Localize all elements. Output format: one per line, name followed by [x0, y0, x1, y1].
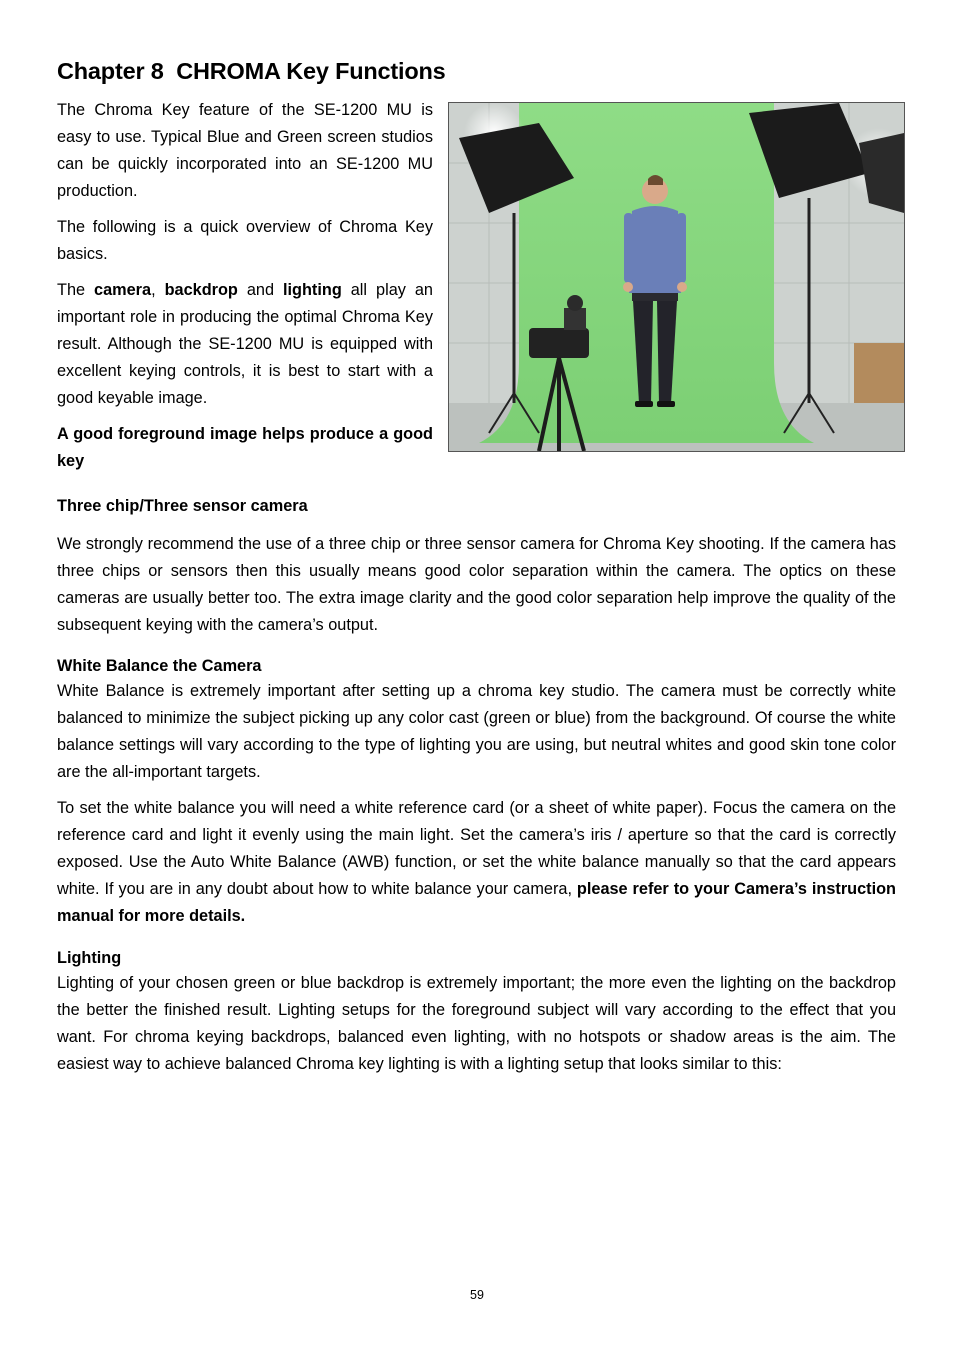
studio-illustration [449, 103, 904, 451]
bold-instruction: please refer to your Camera’s instruction manual for more details. [57, 880, 896, 925]
text-run: The [57, 281, 95, 299]
section-heading-white-balance: White Balance the Camera [57, 657, 262, 675]
bold-backdrop: backdrop [164, 281, 238, 299]
intro-column [57, 97, 433, 484]
text-run: all play an important role in producing the optimal Chroma Key result. Although the SE-1200 MU is equipped with excellent keying controls, it is best to start with a good keyable image. [57, 281, 433, 407]
text-run: , [151, 281, 165, 299]
intro-paragraph-2: The following is a quick overview of Chroma Key basics. [57, 218, 433, 263]
section-heading-camera: Three chip/Three sensor camera [57, 497, 308, 515]
intro-paragraph-3 [57, 277, 433, 412]
intro-paragraph-4: A good foreground image helps produce a good key [57, 425, 433, 470]
page-title: Chapter 8 CHROMA Key Functions [57, 58, 446, 84]
white-balance-paragraph-2 [57, 795, 896, 930]
bold-lighting: lighting [283, 281, 342, 299]
cardboard-boxes [854, 343, 904, 403]
intro-paragraph-1: The Chroma Key feature of the SE-1200 MU is easy to use. Typical Blue and Green screen studios can be quickly incorporated into an SE-1200 MU production. [57, 101, 433, 200]
white-balance-section [57, 655, 896, 930]
text-run: and [237, 281, 283, 299]
lighting-paragraph: Lighting of your chosen green or blue backdrop is extremely important; the more even the lighting on the backdrop the better the finished result. Lighting setups for the foreground subject will vary according to the effect that you want. For chroma keying backdrops, balanced even lighting, with no hotspots or shadow areas is the aim. The easiest way to achieve balanced Chroma key lighting is with a lighting setup that looks similar to this: [57, 974, 896, 1073]
bold-camera: camera [94, 281, 152, 299]
section-heading-lighting: Lighting [57, 949, 122, 967]
page-number: 59 [470, 1288, 484, 1302]
white-balance-paragraph-1: White Balance is extremely important after setting up a chroma key studio. The camera must be correctly white balanced to minimize the subject picking up any color cast (green or blue) from the background. Of course the white balance settings will vary according to the type of lighting you are using, but neutral whites and good skin tone color are the all-important targets. [57, 682, 896, 781]
camera-section [57, 495, 896, 639]
text-run: To set the white balance you will need a white reference card (or a sheet of white paper). Focus the camera on the reference card and light it evenly using the main light. Set the camera’s iris / aperture so that the card is correctly exposed. Use the Auto White Balance (AWB) function, or set the white balance manually so that the card appears white. If you are in any doubt about how to white balance your camera, [57, 799, 896, 898]
lighting-section [57, 947, 896, 1078]
chroma-key-studio-photo [448, 102, 905, 452]
camera-paragraph: We strongly recommend the use of a three chip or three sensor camera for Chroma Key shooting. If the camera has three chips or sensors then this usually means good color separation within the camera. The optics on these cameras are usually better too. The extra image clarity and the good color separation help improve the quality of the subsequent keying with the camera’s output. [57, 535, 896, 634]
